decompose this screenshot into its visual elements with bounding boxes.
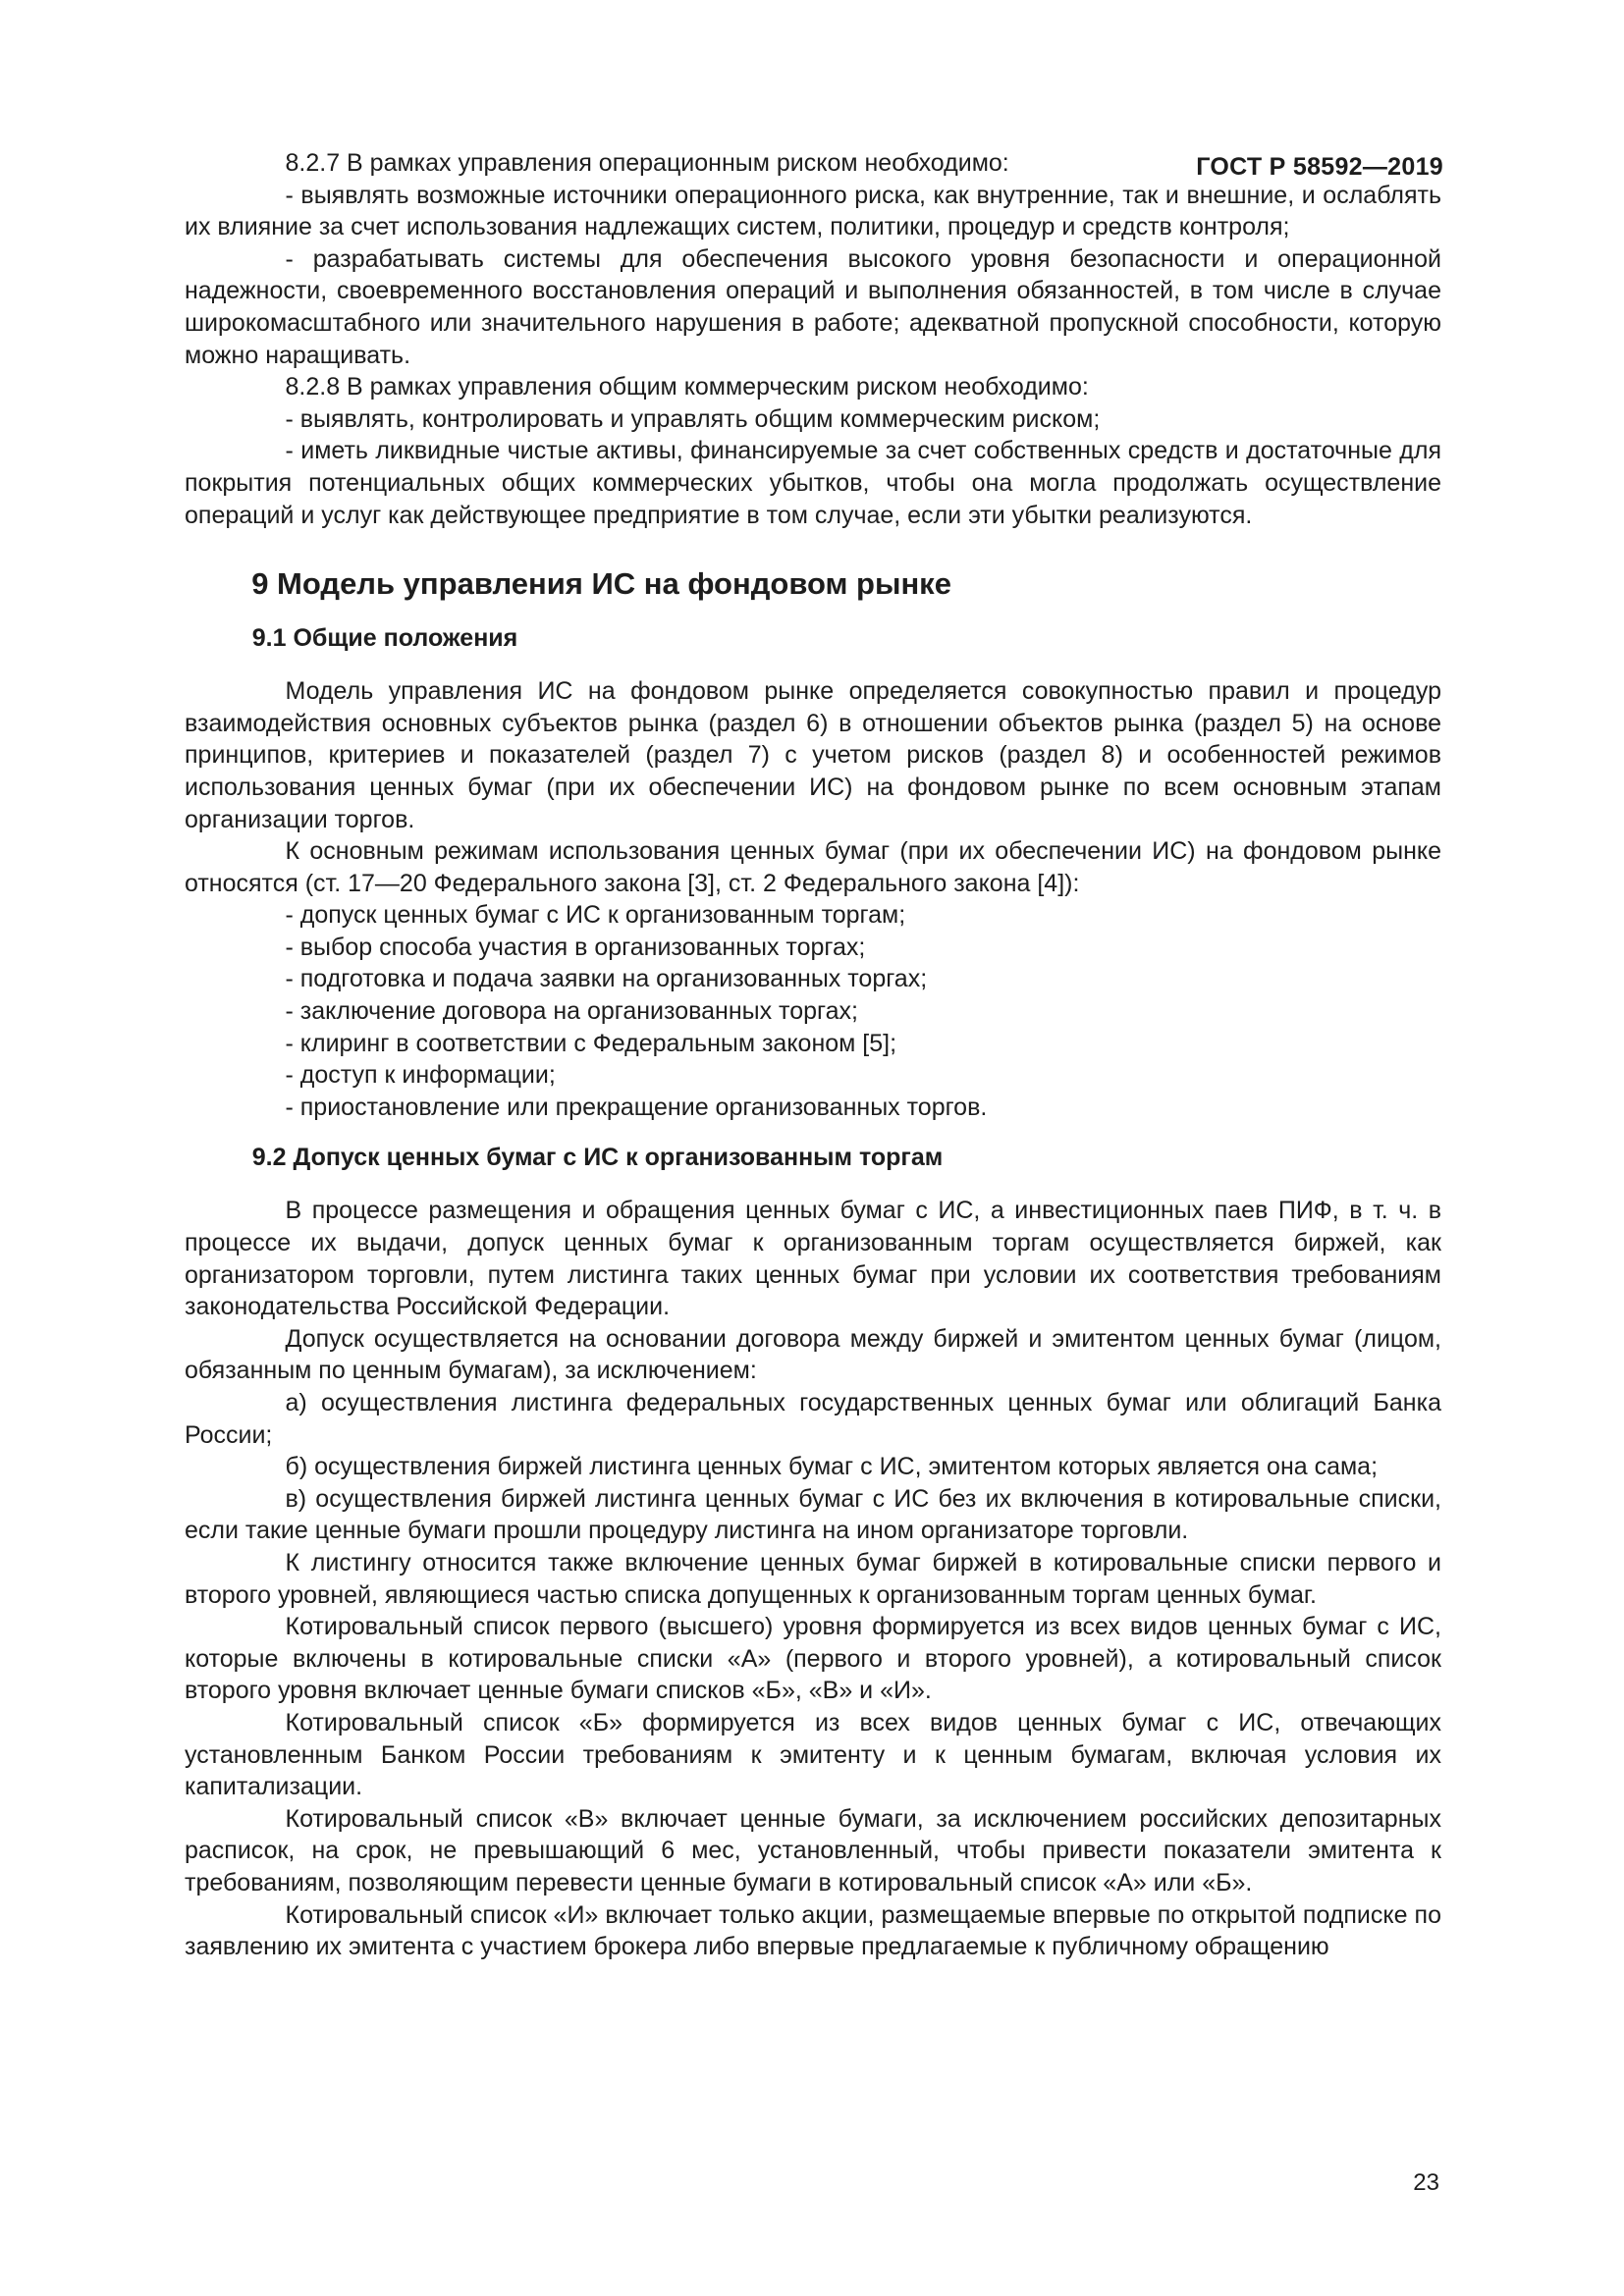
paragraph: Модель управления ИС на фондовом рынке определяется совокупностью правил и процедур взаимодействия основных субъектов рынка (раздел 6) в отношении объектов рынка (раздел 5) на основе принципов, критериев и показателей (раздел 7) с учетом рисков (раздел 8) и особенностей режимов использования ценных бумаг (при их обеспечении ИС) на фондовом рынке по всем основным этапам организации торгов. (185, 677, 1441, 833)
document-code: ГОСТ Р 58592—2019 (1196, 153, 1443, 181)
list-item: а) осуществления листинга федеральных государственных ценных бумаг или облигаций Банка России; (185, 1389, 1441, 1449)
list-item: в) осуществления биржей листинга ценных бумаг с ИС без их включения в котировальные списки, если такие ценные бумаги прошли процедуру листинга на ином организаторе торговли. (185, 1484, 1441, 1545)
list-item: - подготовка и подача заявки на организованных торгах; (285, 965, 928, 993)
list-item: - доступ к информации; (285, 1061, 556, 1090)
list-item: - приостановление или прекращение организованных торгов. (285, 1093, 988, 1121)
paragraph: Котировальный список первого (высшего) уровня формируется из всех видов ценных бумаг с ИС, которые включены в котировальные списки «А» (первого и второго уровней), а котировальный список второго уровня включает ценные бумаги списков «Б», «В» и «И». (185, 1613, 1441, 1705)
subsection-9-1-body (185, 675, 1441, 1123)
subsection-9-2-heading: 9.2 Допуск ценных бумаг с ИС к организованным торгам (251, 1144, 944, 1172)
paragraph: В процессе размещения и обращения ценных бумаг с ИС, а инвестиционных паев ПИФ, в т. ч. в процессе их выдачи, допуск ценных бумаг к организованным торгам осуществляется биржей, как организатором торговли, путем листинга таких ценных бумаг при условии их соответствия требованиям законодательства Российской Федерации. (185, 1197, 1441, 1321)
list-item: - клиринг в соответствии с Федеральным законом [5]; (285, 1029, 897, 1057)
list-item: - заключение договора на организованных торгах; (285, 997, 858, 1026)
page-number: 23 (1413, 2169, 1439, 2196)
clause-8-2-8-intro: 8.2.8 В рамках управления общим коммерческим риском необходимо: (285, 373, 1089, 401)
paragraph: Котировальный список «В» включает ценные бумаги, за исключением российских депозитарных расписок, на срок, не превышающий 6 мес, установленный, чтобы привести показатели эмитента к требованиям, позволяющим перевести ценные бумаги в котировальный список «А» или «Б». (185, 1804, 1441, 1896)
clause-8-2-block (185, 147, 1441, 531)
subsection-9-2-body (185, 1195, 1441, 1962)
paragraph: Котировальный список «И» включает только акции, размещаемые впервые по открытой подписке по заявлению их эмитента с участием брокера либо впервые предлагаемые к публичному обращению (185, 1900, 1441, 1961)
subsection-9-1-heading: 9.1 Общие положения (251, 624, 518, 653)
list-item: - допуск ценных бумаг с ИС к организованным торгам; (285, 901, 906, 930)
paragraph: К листингу относится также включение ценных бумаг биржей в котировальные списки первого и второго уровней, являющиеся частью списка допущенных к организованным торгам ценных бумаг. (185, 1548, 1441, 1609)
paragraph: К основным режимам использования ценных бумаг (при их обеспечении ИС) на фондовом рынке относятся (ст. 17—20 Федерального закона [3], ст. 2 Федерального закона [4]): (185, 837, 1441, 897)
list-item: - выбор способа участия в организованных торгах; (285, 933, 866, 961)
paragraph: Допуск осуществляется на основании договора между биржей и эмитентом ценных бумаг (лицом, обязанным по ценным бумагам), за исключением: (185, 1324, 1441, 1385)
clause-8-2-7-item: - выявлять возможные источники операционного риска, как внутренние, так и внешние, и ослаблять их влияние за счет использования надлежащих систем, политики, процедур и средств контроля; (185, 181, 1441, 241)
section-9-heading: 9 Модель управления ИС на фондовом рынке (251, 566, 951, 602)
list-item: б) осуществления биржей листинга ценных бумаг с ИС, эмитентом которых является она сама; (285, 1453, 1379, 1481)
clause-8-2-7-item: - разрабатывать системы для обеспечения высокого уровня безопасности и операционной надежности, своевременного восстановления операций и выполнения обязанностей, в том числе в случае широкомасштабного или значительного нарушения в работе; адекватной пропускной способности, которую можно наращивать. (185, 244, 1441, 369)
clause-8-2-8-item: - выявлять, контролировать и управлять общим коммерческим риском; (285, 404, 1101, 433)
page-body (185, 147, 1441, 1963)
clause-8-2-8-item: - иметь ликвидные чистые активы, финансируемые за счет собственных средств и достаточные для покрытия потенциальных общих коммерческих убытков, чтобы она могла продолжать осуществление операций и услуг как действующее предприятие в том случае, если эти убытки реализуются. (185, 437, 1441, 529)
clause-8-2-7-intro: 8.2.7 В рамках управления операционным риском необходимо: (285, 149, 1009, 177)
paragraph: Котировальный список «Б» формируется из всех видов ценных бумаг с ИС, отвечающих установленным Банком России требованиям к эмитенту и к ценным бумагам, включая условия их капитализации. (185, 1708, 1441, 1801)
